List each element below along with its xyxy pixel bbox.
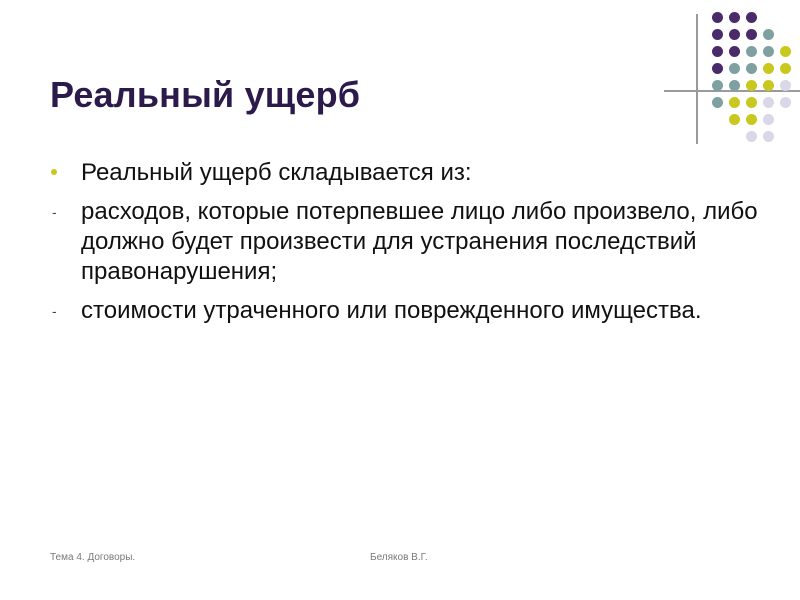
decorative-dot — [729, 80, 740, 91]
decorative-dot — [763, 29, 774, 40]
decorative-dot — [780, 80, 791, 91]
decorative-dot — [712, 97, 723, 108]
decorative-vertical-line — [696, 14, 698, 144]
footer-left: Тема 4. Договоры. — [50, 552, 136, 563]
decorative-dot — [729, 12, 740, 23]
decorative-dot — [780, 97, 791, 108]
decorative-dot — [780, 63, 791, 74]
decorative-dot — [763, 46, 774, 57]
decorative-dot — [729, 46, 740, 57]
decorative-dot — [763, 114, 774, 125]
slide-title: Реальный ущерб — [50, 74, 361, 115]
list-item-text: Реальный ущерб складывается из: — [81, 159, 472, 186]
slide-body — [50, 158, 770, 335]
list-item — [50, 158, 770, 188]
decorative-dot — [746, 46, 757, 57]
decorative-dot — [712, 12, 723, 23]
decorative-dot — [746, 29, 757, 40]
decorative-dot — [763, 80, 774, 91]
decorative-dot — [746, 114, 757, 125]
decorative-dot — [746, 131, 757, 142]
decorative-dot — [729, 29, 740, 40]
list-item — [50, 197, 770, 287]
decorative-dot — [729, 114, 740, 125]
list-item-text: стоимости утраченного или поврежденного имущества. — [81, 297, 702, 324]
decorative-dot — [746, 63, 757, 74]
decorative-dot — [763, 63, 774, 74]
decorative-dot — [763, 97, 774, 108]
decorative-dot — [763, 131, 774, 142]
footer-center: Беляков В.Г. — [370, 552, 428, 563]
decorative-dot — [746, 97, 757, 108]
decorative-dot — [746, 12, 757, 23]
decorative-dot — [746, 80, 757, 91]
bullet-dot-icon — [51, 169, 57, 175]
list-item — [50, 296, 770, 326]
decorative-dot — [712, 63, 723, 74]
decorative-dot — [712, 46, 723, 57]
decorative-dot — [729, 63, 740, 74]
list-item-text: расходов, которые потерпевшее лицо либо произвело, либо должно будет произвести для устранения последствий правонарушения; — [81, 198, 758, 285]
decorative-dot — [780, 46, 791, 57]
dash-icon: - — [52, 204, 57, 220]
decorative-dot — [712, 29, 723, 40]
decorative-dot — [729, 97, 740, 108]
dash-icon: - — [52, 303, 57, 319]
decorative-dot — [712, 80, 723, 91]
